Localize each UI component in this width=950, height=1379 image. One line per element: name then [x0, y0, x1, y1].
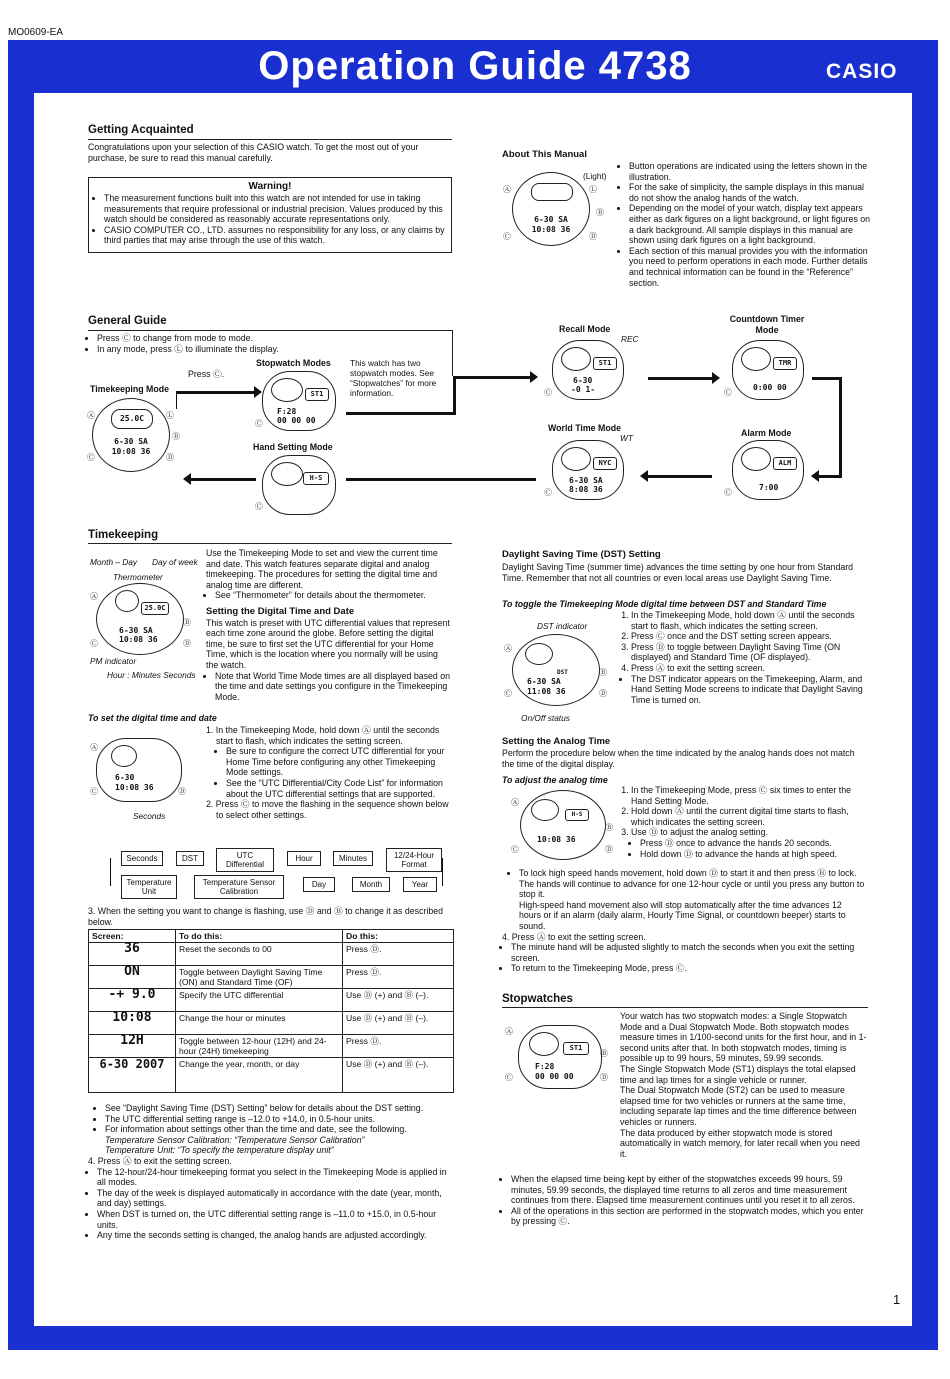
button-b-label[interactable]: Ⓑ: [600, 1049, 608, 1058]
analog-notes: [502, 868, 866, 974]
label-stopwatch-modes: Stopwatch Modes: [256, 358, 331, 368]
button-c-label[interactable]: Ⓒ: [724, 388, 732, 397]
display-digits: 00 00 00: [277, 416, 316, 425]
warning-title: Warning!: [248, 181, 292, 192]
display-date: 6-30: [573, 376, 593, 385]
final-bullet: • Any time the seconds setting is changed, the analog hands are adjusted accordingly.: [97, 1230, 452, 1241]
display-temperature: 25.0C: [141, 602, 169, 615]
button-a-label[interactable]: Ⓐ: [503, 185, 511, 194]
display-time: 10:08 36: [119, 635, 158, 644]
table-cell-screen: 36: [89, 943, 176, 966]
table-row: [89, 1012, 454, 1035]
arrow-head: [254, 386, 262, 398]
guide-item: • Press Ⓒ to change from mode to mode.: [97, 333, 461, 344]
analog-steps: [620, 785, 870, 859]
warning-box: [88, 177, 452, 253]
flow-box-minutes: Minutes: [333, 851, 373, 866]
sub-dial: [271, 462, 303, 486]
note-item: • For information about settings other than the time and date, see the following.: [105, 1124, 452, 1135]
section-heading-about-manual: About This Manual: [502, 149, 587, 160]
flow-box-year: Year: [403, 877, 437, 892]
button-a-label[interactable]: Ⓐ: [90, 743, 98, 752]
watch-world-time: [552, 440, 624, 500]
timekeeping-intro: [206, 548, 452, 702]
button-d-label[interactable]: Ⓓ: [589, 232, 597, 241]
table-cell: Change the hour or minutes: [176, 1012, 343, 1035]
display-mode-tag: H-S: [565, 809, 589, 821]
display-mode-tag: ST1: [563, 1042, 589, 1055]
note-item: • See “Daylight Saving Time (DST) Setting” below for details about the DST setting.: [105, 1103, 452, 1114]
warning-item: • The measurement functions built into this watch are not intended for use in taking measurements that require professional or industrial precision. Values produced by this watch should be considered as reasonably accurate representations only.: [104, 193, 445, 225]
subheading-to-set: To set the digital time and date: [88, 713, 217, 723]
table-cell: Use Ⓓ (+) and Ⓑ (–).: [343, 1058, 454, 1093]
analog-step: 2. Hold down Ⓐ until the current digital time starts to flash, which indicates the setting screen.: [631, 806, 870, 827]
display-date: 6-30 SA: [527, 677, 561, 686]
stopwatch-bullet: • When the elapsed time being kept by either of the stopwatches exceeds 99 hours, 59 minutes, 59.99 seconds, the displayed time returns to all zeros and time measurement continues from there. Elapsed time measurement continues until you reset it to all zeros.: [511, 1174, 875, 1206]
button-a-label[interactable]: Ⓐ: [87, 411, 95, 420]
label-wt: WT: [620, 433, 633, 443]
flow-line: [453, 376, 456, 414]
sub-dial: [115, 590, 139, 612]
button-c-label[interactable]: Ⓒ: [255, 419, 263, 428]
button-c-label[interactable]: Ⓒ: [90, 787, 98, 796]
dst-steps: [620, 610, 866, 705]
section-heading-getting-acquainted: Getting Acquainted: [88, 124, 194, 136]
final-bullet: • The day of the week is displayed automatically in accordance with the date (year, month, and day) settings.: [97, 1188, 452, 1209]
about-list: [620, 161, 875, 288]
display-time: 8:08 36: [569, 485, 603, 494]
table-cell: Press Ⓓ.: [343, 943, 454, 966]
about-item: • Each section of this manual provides you with the information you need to perform operations in each mode. Further details and technical information can be found in the “Reference” section.: [629, 246, 875, 288]
button-b-label[interactable]: Ⓑ: [599, 668, 607, 677]
watch-setting: [96, 738, 182, 802]
arrow-head: [530, 371, 538, 383]
display-mode-tag: ST1: [305, 388, 329, 401]
display-digits: 0:00 00: [753, 383, 787, 392]
watch-stopwatches: [518, 1025, 602, 1089]
analog-final-bullet: • The minute hand will be adjusted slightly to match the seconds when you exit the setting screen.: [511, 942, 866, 963]
analog-step-4: 4. Press Ⓐ to exit the setting screen.: [502, 931, 646, 942]
arrow-head: [640, 470, 648, 482]
button-c-label[interactable]: Ⓒ: [87, 453, 95, 462]
sub-dial: [531, 799, 559, 821]
watch-countdown: [732, 340, 804, 400]
display-time: F:28: [535, 1062, 555, 1071]
button-b-label[interactable]: Ⓑ: [172, 432, 180, 441]
table-row: [89, 966, 454, 989]
settings-table: [88, 929, 454, 1093]
button-d-label[interactable]: Ⓓ: [605, 845, 613, 854]
note-item: • The UTC differential setting range is –12.0 to +14.0, in 0.5-hour units.: [105, 1114, 452, 1125]
table-cell: Press Ⓓ.: [343, 966, 454, 989]
step-4: 4. Press Ⓐ to exit the setting screen.: [88, 1155, 232, 1166]
watch-recall: [552, 340, 624, 400]
dst-text: Daylight Saving Time (summer time) advances the time setting by one hour from Standard Time. Remember that not all countries or even local areas use Daylight Saving Time.: [502, 562, 854, 583]
watch-timekeeping-detail: [96, 583, 184, 655]
watch-hand-setting: [262, 455, 336, 515]
table-row: [89, 989, 454, 1012]
label-press-c: Press Ⓒ.: [188, 369, 225, 379]
table-notes: [88, 1103, 452, 1241]
display-time: 10:08 36: [111, 447, 151, 456]
table-header: To do this:: [176, 930, 343, 943]
label-hour-min-sec: Hour : Minutes Seconds: [107, 670, 196, 680]
arrow-head: [712, 372, 720, 384]
button-b-label[interactable]: Ⓑ: [183, 618, 191, 627]
setting-text: This watch is preset with UTC differential values that represent each time zone around the globe. Before setting the digital time, be sure to first set the UTC differential for your Home Time, which is the location where you normally will be using the watch.: [206, 617, 450, 670]
display-mode-tag: H-S: [303, 472, 329, 485]
button-c-label[interactable]: Ⓒ: [724, 488, 732, 497]
button-c-label[interactable]: Ⓒ: [544, 388, 552, 397]
analog-step-bullet: • Hold down Ⓓ to advance the hands at high speed.: [640, 849, 870, 860]
label-alarm-mode: Alarm Mode: [741, 428, 792, 438]
flow-box-day: Day: [303, 877, 335, 892]
stopwatch-paragraph: The data produced by either stopwatch mode is stored automatically in watch memory, for later recall when you need it.: [620, 1127, 860, 1159]
display-time: F:28: [277, 407, 297, 416]
button-c-label[interactable]: Ⓒ: [511, 845, 519, 854]
label-seconds: Seconds: [133, 811, 166, 821]
button-l-label[interactable]: Ⓛ: [589, 185, 597, 194]
analog-step-bullet: • Press Ⓓ once to advance the hands 20 seconds.: [640, 838, 870, 849]
sub-dial: [741, 447, 771, 471]
display-mode-tag: ST1: [593, 357, 617, 370]
stopwatch-bullet: • All of the operations in this section are performed in the stopwatch modes, which you enter by pressing Ⓒ.: [511, 1206, 875, 1227]
stopwatch-bullets: [502, 1174, 875, 1227]
button-d-label[interactable]: Ⓓ: [183, 639, 191, 648]
label-timekeeping-mode: Timekeeping Mode: [90, 384, 170, 394]
about-item: • Button operations are indicated using the letters shown in the illustration.: [629, 161, 875, 182]
label-rec: REC: [621, 334, 639, 344]
flow-line: [839, 377, 842, 477]
button-c-label[interactable]: Ⓒ: [544, 488, 552, 497]
final-bullet: • The 12-hour/24-hour timekeeping format you select in the Timekeeping Mode is applied in all modes.: [97, 1167, 452, 1188]
about-item: • For the sake of simplicity, the sample displays in this manual do not show the analog hands of the watch.: [629, 182, 875, 203]
dst-step: 2. Press Ⓒ once and the DST setting screen appears.: [631, 631, 866, 642]
watch-about: [512, 172, 590, 246]
general-guide-list: [88, 333, 461, 354]
display-date: 6-30 SA: [114, 437, 148, 446]
button-d-label[interactable]: Ⓓ: [166, 453, 174, 462]
flow-arrow: [176, 391, 256, 394]
table-cell: Use Ⓓ (+) and Ⓑ (–).: [343, 989, 454, 1012]
flow-box-dst: DST: [176, 851, 204, 866]
label-countdown-mode: Countdown Timer Mode: [729, 314, 805, 335]
document-code: MO0609-EA: [8, 27, 64, 38]
flow-arrow: [346, 412, 456, 415]
setting-note: • Note that World Time Mode times are all displayed based on the time and date settings you configure in the Timekeeping Mode.: [215, 671, 452, 703]
note-calibration: Temperature Sensor Calibration: “Temperature Sensor Calibration”: [105, 1134, 365, 1145]
flow-line: [110, 858, 111, 886]
button-l-label[interactable]: Ⓛ: [166, 411, 174, 420]
section-heading-general-guide: General Guide: [88, 315, 167, 327]
flow-arrow: [648, 377, 712, 380]
flow-line: [818, 475, 842, 478]
section-heading-dst: Daylight Saving Time (DST) Setting: [502, 549, 661, 560]
flow-box-calibration: Temperature Sensor Calibration: [194, 875, 284, 899]
flow-box-format: 12/24-Hour Format: [386, 848, 442, 872]
display-time: 10:08 36: [531, 225, 571, 234]
watch-alarm: [732, 440, 804, 500]
table-row: [89, 1058, 454, 1093]
table-cell: Change the year, month, or day: [176, 1058, 343, 1093]
flow-line: [442, 858, 443, 886]
display-temperature: 25.0C: [111, 409, 153, 429]
button-c-label[interactable]: Ⓒ: [504, 689, 512, 698]
button-a-label[interactable]: Ⓐ: [504, 644, 512, 653]
dst-bullet: • The DST indicator appears on the Timekeeping, Alarm, and Hand Setting Mode screens to indicate that Daylight Saving Time is turned on.: [631, 674, 866, 706]
display-mode-tag: ALM: [773, 457, 797, 470]
flow-box-utc: UTC Differential: [216, 848, 274, 872]
step-bullet: • See the “UTC Differential/City Code List” for information about the UTC differential settings that are supported.: [226, 778, 456, 799]
dst-step: 4. Press Ⓐ to exit the setting screen.: [631, 663, 866, 674]
about-item: • Depending on the model of your watch, display text appears either as dark figures on a light background, or light figures on a dark background. All sample displays in this manual are shown using dark figures on a light background.: [629, 203, 875, 245]
table-cell-screen: ON: [89, 966, 176, 989]
table-cell-screen: 6-30 2007: [89, 1058, 176, 1093]
sub-dial: [531, 183, 573, 201]
label-pm-indicator: PM indicator: [90, 656, 137, 666]
table-row: [89, 1035, 454, 1058]
label-onoff-status: On/Off status: [521, 713, 570, 723]
brand-logo: CASIO: [826, 60, 898, 83]
page-title: Operation Guide 4738: [258, 44, 692, 88]
heading-rule: [88, 139, 452, 140]
page-number: 1: [893, 1292, 901, 1307]
table-cell: Specify the UTC differential: [176, 989, 343, 1012]
label-month-day: Month – Day: [90, 557, 138, 567]
label-hand-setting-mode: Hand Setting Mode: [253, 442, 333, 452]
sub-dial: [529, 1032, 559, 1056]
table-cell-screen: 12H: [89, 1035, 176, 1058]
label-light: (Light): [583, 171, 607, 181]
display-time: 11:08 36: [527, 687, 566, 696]
note-unit: Temperature Unit: “To specify the temperature display unit”: [105, 1145, 334, 1156]
sub-dial: [271, 378, 303, 402]
display-date: 6-30 SA: [119, 626, 153, 635]
display-date: 6-30: [115, 773, 135, 782]
warning-item: • CASIO COMPUTER CO., LTD. assumes no responsibility for any loss, or any claims by third parties that may arise through the use of this watch.: [104, 225, 445, 246]
intro-text: Use the Timekeeping Mode to set and view the current time and date. This watch features separate digital and analog timekeeping. The procedures for setting the digital time and analog time are different.: [206, 548, 438, 590]
subheading-dst-toggle: To toggle the Timekeeping Mode digital time between DST and Standard Time: [502, 599, 827, 609]
dst-step: 3. Press Ⓓ to toggle between Daylight Saving Time (ON displayed) and Standard Time (OF displayed).: [631, 642, 866, 663]
flow-line: [812, 377, 842, 380]
label-thermometer: Thermometer: [113, 572, 163, 582]
sub-dial: [741, 347, 771, 371]
flow-box-seconds: Seconds: [121, 851, 163, 866]
button-d-label[interactable]: Ⓓ: [178, 787, 186, 796]
table-cell: Reset the seconds to 00: [176, 943, 343, 966]
table-header: Do this:: [343, 930, 454, 943]
table-cell: Toggle between Daylight Saving Time (ON) and Standard Time (OF): [176, 966, 343, 989]
heading-rule: [88, 543, 452, 544]
button-c-label[interactable]: Ⓒ: [505, 1073, 513, 1082]
subheading-adjust-analog: To adjust the analog time: [502, 775, 608, 785]
analog-step: 1. In the Timekeeping Mode, press Ⓒ six times to enter the Hand Setting Mode.: [631, 785, 870, 806]
button-a-label[interactable]: Ⓐ: [511, 798, 519, 807]
sub-dial: [111, 745, 137, 767]
analog-text: Perform the procedure below when the time indicated by the analog hands does not match the time of the digital display.: [502, 748, 855, 769]
arrow-head: [811, 470, 819, 482]
guide-item: • In any mode, press Ⓛ to illuminate the display.: [97, 344, 461, 355]
table-row: [89, 943, 454, 966]
section-heading-analog: Setting the Analog Time: [502, 736, 611, 747]
button-a-label[interactable]: Ⓐ: [90, 592, 98, 601]
sub-dial: [525, 643, 553, 665]
heading-rule: [502, 1007, 868, 1008]
step-text: In the Timekeeping Mode, hold down Ⓐ until the seconds start to flash, which indicates the setting screen.: [215, 725, 440, 746]
lock-bullet: • To lock high speed hands movement, hold down Ⓓ to start it and then press Ⓑ to lock. The hands will continue to advance for one 12-hour cycle or until you press any button to stop it.: [519, 868, 866, 900]
intro-text: Congratulations upon your selection of this CASIO watch. To get the most out of your purchase, be sure to read this manual carefully.: [88, 142, 419, 163]
table-cell: Toggle between 12-hour (12H) and 24-hour (24H) timekeeping: [176, 1035, 343, 1058]
heading-rule: [88, 330, 452, 331]
intro-bullet: • See “Thermometer” for details about the thermometer.: [215, 590, 452, 601]
button-c-label[interactable]: Ⓒ: [255, 502, 263, 511]
display-date: 6-30 SA: [569, 476, 603, 485]
final-bullet: • When DST is turned on, the UTC differential setting range is –11.0 to +15.0, in 0.5-hour units.: [97, 1209, 452, 1230]
analog-step: 3. Use Ⓓ to adjust the analog setting.: [631, 827, 870, 838]
stopwatch-paragraph: The Dual Stopwatch Mode (ST2) can be used to measure elapsed time for two vehicles or runners at the same time, including separate lap times and the time difference between vehicles or runners.: [620, 1085, 857, 1127]
button-d-label[interactable]: Ⓓ: [599, 689, 607, 698]
watch-stopwatch: [262, 371, 336, 431]
stopwatch-note: This watch has two stopwatch modes. See “Stopwatches” for more information.: [350, 358, 437, 398]
button-c-label[interactable]: Ⓒ: [503, 232, 511, 241]
button-a-label[interactable]: Ⓐ: [505, 1027, 513, 1036]
arrow-head: [183, 473, 191, 485]
set-steps: 1. In the Timekeeping Mode, hold down Ⓐ until the seconds start to flash, which indicates the setting screen. • Be sure to configure the correct UTC differential for your Home Time before configuring any other Timekeeping Mode settings. • See the “UTC Differential/City Code List” for information about the UTC differential settings that are supported. 2. Press Ⓒ to move the flashing in the sequence shown below to select other settings.: [206, 725, 456, 820]
display-digits: 7:00: [759, 483, 779, 492]
label-world-time-mode: World Time Mode: [548, 423, 621, 433]
display-date: 6-30 SA: [534, 215, 568, 224]
table-cell: Press Ⓓ.: [343, 1035, 454, 1058]
flow-arrow: [346, 478, 536, 481]
button-d-label[interactable]: Ⓓ: [600, 1073, 608, 1082]
section-heading-timekeeping: Timekeeping: [88, 529, 159, 541]
flow-arrow: [648, 475, 712, 478]
label-recall-mode: Recall Mode: [559, 324, 611, 334]
subheading-setting-digital: Setting the Digital Time and Date: [206, 605, 355, 617]
step-3: 3. When the setting you want to change is flashing, use Ⓓ and Ⓑ to change it as described below.: [88, 906, 444, 927]
table-cell-screen: 10:08: [89, 1012, 176, 1035]
watch-timekeeping: [92, 398, 170, 472]
table-cell-screen: -+ 9.0: [89, 989, 176, 1012]
stopwatch-paragraph: The Single Stopwatch Mode (ST1) displays the total elapsed time and lap times for a single vehicle or runner.: [620, 1063, 856, 1085]
section-heading-stopwatches: Stopwatches: [502, 993, 573, 1005]
stopwatch-paragraphs: [620, 1011, 868, 1159]
table-header: Screen:: [89, 930, 176, 943]
step-text: Press Ⓒ to move the flashing in the sequence shown below to select other settings.: [215, 799, 449, 820]
display-record: -0 1-: [571, 385, 596, 394]
watch-dst: [512, 634, 600, 706]
dst-step: 1. In the Timekeeping Mode, hold down Ⓐ until the seconds start to flash, which indicates the setting screen.: [631, 610, 866, 631]
label-dst-indicator: DST indicator: [537, 621, 588, 631]
button-c-label[interactable]: Ⓒ: [90, 639, 98, 648]
step-bullet: • Be sure to configure the correct UTC differential for your Home Time before configuring any other Timekeeping Mode settings.: [226, 746, 456, 778]
display-dst-tag: DST: [557, 669, 568, 676]
sub-dial: [561, 447, 591, 471]
flow-arrow: [190, 478, 256, 481]
stopwatch-paragraph: Your watch has two stopwatch modes: a Single Stopwatch Mode and a Dual Stopwatch Mode. Both stopwatch modes measure times in 1/100-second units for the first hour, and in 1-second units after that. In both stopwatch modes, timing is possible up to 99 hours, 59 minutes, 59.99 seconds.: [620, 1011, 867, 1064]
button-b-label[interactable]: Ⓑ: [605, 823, 613, 832]
watch-analog: [520, 790, 606, 860]
display-mode-tag: TMR: [773, 357, 797, 370]
table-cell: Use Ⓓ (+) and Ⓑ (–).: [343, 1012, 454, 1035]
flow-line: [453, 376, 533, 379]
label-day-of-week: Day of week: [152, 557, 198, 567]
display-time: 10:08 36: [537, 835, 576, 844]
flow-box-temp-unit: Temperature Unit: [121, 875, 177, 899]
flow-box-month: Month: [352, 877, 390, 892]
sub-dial: [561, 347, 591, 371]
button-b-label[interactable]: Ⓑ: [596, 208, 604, 217]
display-city: NYC: [593, 457, 617, 470]
display-time: 10:08 36: [115, 783, 154, 792]
flow-line: [452, 330, 453, 376]
lock-continued: High-speed hand movement also will stop automatically after the time advances 12 hours or if an alarm (daily alarm, Hourly Time Signal, or countdown beeper) starts to sound.: [519, 899, 846, 931]
analog-final-bullet: • To return to the Timekeeping Mode, press Ⓒ.: [511, 963, 866, 974]
display-digits: 00 00 00: [535, 1072, 574, 1081]
flow-box-hour: Hour: [287, 851, 321, 866]
